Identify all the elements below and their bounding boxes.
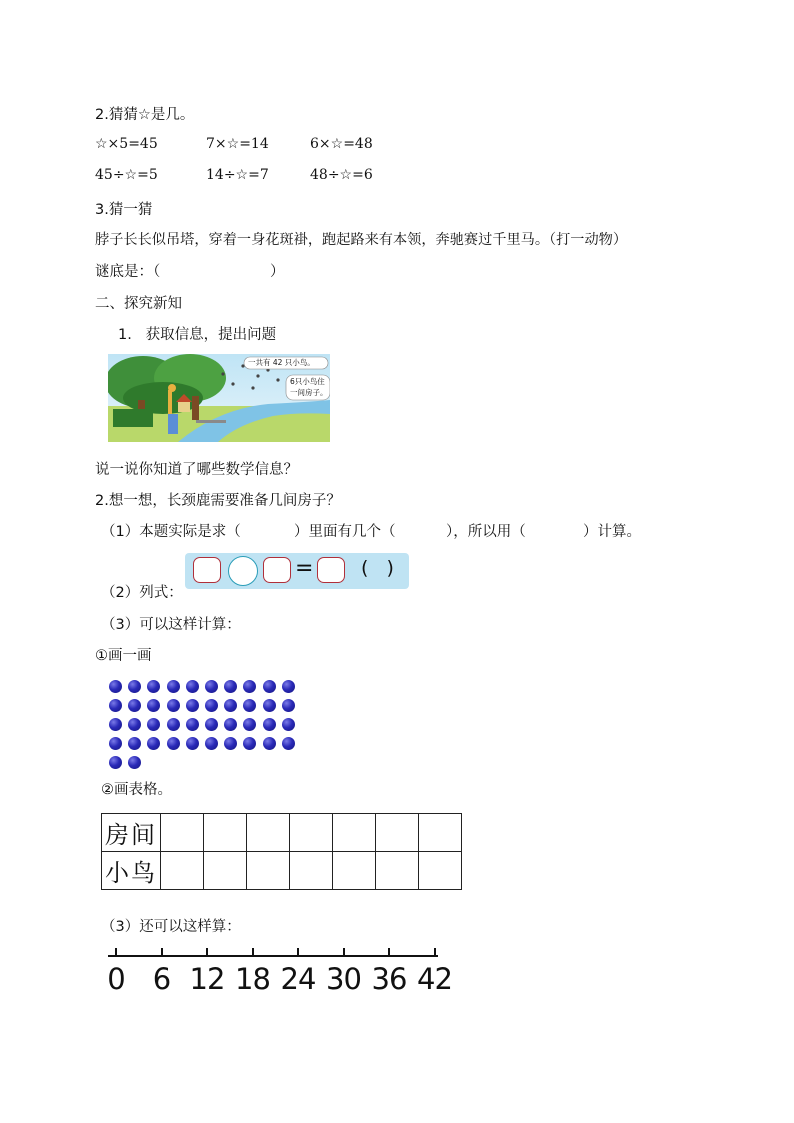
equals-sign: = bbox=[295, 556, 314, 581]
answer-box[interactable] bbox=[193, 557, 221, 583]
dot bbox=[186, 737, 199, 750]
operator-circle[interactable] bbox=[228, 556, 258, 586]
number-line-tick bbox=[252, 948, 254, 957]
dot bbox=[243, 680, 256, 693]
table-cell[interactable] bbox=[419, 852, 462, 890]
dot bbox=[243, 737, 256, 750]
dot bbox=[263, 680, 276, 693]
dot bbox=[282, 680, 295, 693]
dot bbox=[167, 699, 180, 712]
dot bbox=[224, 737, 237, 750]
q2-title: 2.猜猜☆是几。 bbox=[95, 107, 195, 123]
dot bbox=[147, 699, 160, 712]
dot bbox=[109, 680, 122, 693]
dot bbox=[243, 699, 256, 712]
table-cell[interactable] bbox=[376, 814, 419, 852]
section-heading: 二、探究新知 bbox=[95, 296, 182, 312]
table-cell[interactable] bbox=[247, 852, 290, 890]
table-cell[interactable] bbox=[247, 814, 290, 852]
table-row bbox=[102, 814, 462, 852]
rooms-birds-table bbox=[101, 813, 462, 890]
dot bbox=[186, 680, 199, 693]
number-line-label: 36 bbox=[371, 962, 407, 996]
equation: 45÷☆=5 bbox=[95, 167, 158, 183]
dot bbox=[224, 699, 237, 712]
dot bbox=[128, 756, 141, 769]
q2-1-part: ），所以用（ bbox=[446, 524, 526, 540]
equation: ☆×5=45 bbox=[95, 136, 158, 152]
answer-prefix: 谜底是：（ bbox=[95, 264, 161, 280]
dot bbox=[243, 718, 256, 731]
dot bbox=[282, 737, 295, 750]
say-prompt: 说一说你知道了哪些数学信息？ bbox=[95, 462, 298, 478]
equation: 48÷☆=6 bbox=[310, 167, 373, 183]
dot bbox=[167, 737, 180, 750]
dot bbox=[128, 737, 141, 750]
bubble-total-birds: 一共有 42 只小鸟。 bbox=[248, 358, 315, 367]
dot bbox=[128, 718, 141, 731]
equation: 6×☆=48 bbox=[310, 136, 373, 152]
dot bbox=[282, 699, 295, 712]
table-cell[interactable] bbox=[161, 852, 204, 890]
number-line-label: 0 bbox=[107, 962, 125, 996]
dot bbox=[205, 699, 218, 712]
dot bbox=[224, 718, 237, 731]
dot bbox=[263, 699, 276, 712]
table-cell[interactable] bbox=[333, 852, 376, 890]
dot bbox=[167, 680, 180, 693]
dot bbox=[147, 718, 160, 731]
dot bbox=[147, 680, 160, 693]
table-row bbox=[102, 852, 462, 890]
dot bbox=[147, 737, 160, 750]
table-cell[interactable] bbox=[290, 814, 333, 852]
q2-1-part: （1）本题实际是求（ bbox=[101, 524, 241, 540]
number-line-tick bbox=[161, 948, 163, 957]
number-line-tick bbox=[297, 948, 299, 957]
number-line-label: 30 bbox=[326, 962, 361, 996]
q2-4-label: （3）还可以这样算： bbox=[101, 919, 241, 935]
number-line-tick bbox=[434, 948, 436, 957]
dot bbox=[205, 718, 218, 731]
dot bbox=[263, 718, 276, 731]
dot bbox=[128, 699, 141, 712]
dot bbox=[224, 680, 237, 693]
answer-suffix: ） bbox=[270, 264, 285, 280]
scene-illustration bbox=[108, 354, 330, 442]
dot bbox=[109, 699, 122, 712]
q3-title: 3.猜一猜 bbox=[95, 202, 153, 218]
number-line-tick bbox=[343, 948, 345, 957]
number-line-label: 18 bbox=[235, 962, 270, 996]
table-cell[interactable] bbox=[333, 814, 376, 852]
q2-title: 2.想一想，长颈鹿需要准备几间房子？ bbox=[95, 493, 341, 509]
number-line-label: 12 bbox=[189, 962, 225, 996]
q2-1-part: ）计算。 bbox=[583, 524, 641, 540]
table-cell[interactable] bbox=[204, 852, 247, 890]
equation: 14÷☆=7 bbox=[206, 167, 269, 183]
row-header-rooms: 房间 bbox=[102, 814, 161, 852]
q2-1-part: ）里面有几个（ bbox=[294, 524, 396, 540]
number-line-tick bbox=[206, 948, 208, 957]
answer-box[interactable] bbox=[263, 557, 291, 583]
equation: 7×☆=14 bbox=[206, 136, 269, 152]
dot bbox=[109, 756, 122, 769]
dot bbox=[109, 737, 122, 750]
dot bbox=[205, 737, 218, 750]
q2-3-label: （3）可以这样计算： bbox=[101, 617, 241, 633]
table-cell[interactable] bbox=[204, 814, 247, 852]
draw-label: ①画一画 bbox=[95, 648, 152, 664]
number-line-tick bbox=[388, 948, 390, 957]
table-cell[interactable] bbox=[376, 852, 419, 890]
formula-bar bbox=[185, 553, 409, 589]
row-header-birds: 小鸟 bbox=[102, 852, 161, 890]
bubble-birds-per-house-line2: 一间房子。 bbox=[290, 388, 328, 397]
dot bbox=[109, 718, 122, 731]
dot bbox=[282, 718, 295, 731]
item1-title: 1. 获取信息，提出问题 bbox=[118, 327, 277, 343]
dot bbox=[263, 737, 276, 750]
number-line-label: 6 bbox=[152, 962, 171, 996]
dot bbox=[167, 718, 180, 731]
bubble-birds-per-house-line1: 6只小鸟住 bbox=[290, 377, 325, 386]
dot bbox=[186, 699, 199, 712]
q2-2-label: （2）列式： bbox=[101, 585, 183, 601]
number-line-tick bbox=[115, 948, 117, 957]
dot bbox=[205, 680, 218, 693]
number-line-label: 42 bbox=[417, 962, 452, 996]
unit-paren: ( ) bbox=[361, 557, 394, 579]
dot bbox=[186, 718, 199, 731]
dot bbox=[128, 680, 141, 693]
table-cell[interactable] bbox=[290, 852, 333, 890]
riddle-text: 脖子长长似吊塔，穿着一身花斑褂，跑起路来有本领，奔驰赛过千里马。（打一动物） bbox=[95, 232, 628, 248]
table-cell[interactable] bbox=[419, 814, 462, 852]
answer-box[interactable] bbox=[317, 557, 345, 583]
number-line-label: 24 bbox=[280, 962, 316, 996]
table-label: ②画表格。 bbox=[101, 782, 172, 798]
table-cell[interactable] bbox=[161, 814, 204, 852]
